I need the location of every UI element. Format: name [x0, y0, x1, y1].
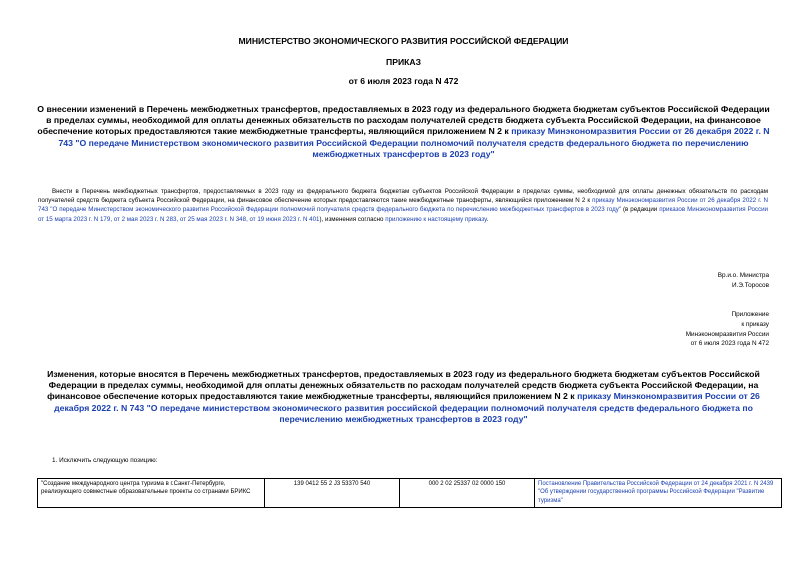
exclusion-table [37, 478, 782, 508]
cell-basis-link[interactable]: Постановление Правительства Российской Федерации от 24 декабря 2021 г. N 2439 "Об утверждении государственной программы Российской Федерации "Развитие туризма" [535, 479, 782, 508]
signer-name: И.Э.Торосов [731, 281, 769, 289]
signer-position: Вр.и.о. Министра [717, 272, 769, 279]
cell-code-2: 000 2 02 25337 02 0000 150 [400, 479, 535, 508]
table-row [38, 479, 782, 508]
order-743-link[interactable]: приказу Минэкономразвития России от 26 декабря 2022 г. N 743 "О передаче Министерством экономического развития Российской Федерации полномочий получателя средств федерального бюджета по перечислению межбюджетных трансфертов в 2023 году" [58, 126, 770, 159]
amending-orders-link[interactable]: приказов Минэкономразвития России от 15 марта 2023 г. N 179, от 2 мая 2023 г. N 283, от 25 мая 2023 г. N 348, от 19 июня 2023 г. N 401 [38, 206, 769, 223]
changes-title [36, 369, 771, 425]
document-title [36, 104, 771, 160]
cell-code-1: 139 0412 55 2 J3 53370 540 [265, 479, 400, 508]
body-text-2: (в редакции [621, 206, 660, 214]
body-paragraph [38, 187, 768, 224]
body-text-3: ), изменения согласно [319, 215, 386, 223]
cell-transfer-name: "Создание международного центра туризма в г.Санкт-Петербурге, реализующего совместные образовательные проекты со странами БРИКС [38, 479, 265, 508]
item-1-text: 1. Исключить следующую позицию: [52, 457, 158, 464]
appendix-line-4: от 6 июля 2023 года N 472 [690, 340, 769, 348]
appendix-line-2: к приказу [741, 320, 769, 328]
document-title-text: О внесении изменений в Перечень межбюджетных трансфертов, предоставляемых в 2023 году из федерального бюджета бюджетам субъектов Российской Федерации в пределах суммы, необходимой для оплаты денежных обязательств по расходам получателей средств бюджета субъекта Российской Федерации, на финансовое обеспечение которых предоставляются такие межбюджетные трансферты, являющийся приложением N 2 к [37, 104, 770, 137]
signature-block [718, 271, 769, 291]
appendix-block [686, 310, 769, 349]
document-type: ПРИКАЗ [386, 57, 421, 67]
changes-title-text: Изменения, которые вносятся в Перечень межбюджетных трансфертов, предоставляемых в 2023 году из федерального бюджета бюджетам субъектов Российской Федерации в пределах суммы, необходимой для оплаты денежных обязательств по расходам получателей средств бюджета субъекта Российской Федерации, на финансовое обеспечение которых предоставляются такие межбюджетные трансферты, являющийся приложением N 2 к [47, 369, 760, 402]
appendix-link[interactable]: приложению к настоящему приказу [385, 215, 487, 223]
body-order-743-link[interactable]: приказу Минэкономразвития России от 26 декабря 2022 г. N 743 "О передаче Министерством экономического развития Российской Федерации полномочий получателя средств федерального бюджета по перечислению межбюджетных трансфертов в 2023 году" [38, 197, 768, 214]
body-text-1: Внести в Перечень межбюджетных трансфертов, предоставляемых в 2023 году из федерального бюджета бюджетам субъектов Российской Федерации в пределах суммы, необходимой для оплаты денежных обязательств по расходам получателей средств бюджета субъекта Российской Федерации, на финансовое обеспечение которых предоставляются такие межбюджетные трансферты, являющийся приложением N 2 к [38, 188, 768, 205]
document-date: от 6 июля 2023 года N 472 [348, 76, 459, 86]
ministry-name: МИНИСТЕРСТВО ЭКОНОМИЧЕСКОГО РАЗВИТИЯ РОССИЙСКОЙ ФЕДЕРАЦИИ [238, 36, 569, 46]
appendix-line-3: Минэкономразвития России [685, 330, 769, 338]
changes-order-743-link[interactable]: приказу Минэкономразвития России от 26 декабря 2022 г. N 743 "О передаче министерством экономического развития российской федерации полномочий получателя средств федерального бюджета по перечислению межбюджетных трансфертов в 2023 году" [54, 391, 760, 424]
appendix-line-1: Приложение [731, 311, 769, 318]
body-text-4: . [486, 215, 489, 223]
